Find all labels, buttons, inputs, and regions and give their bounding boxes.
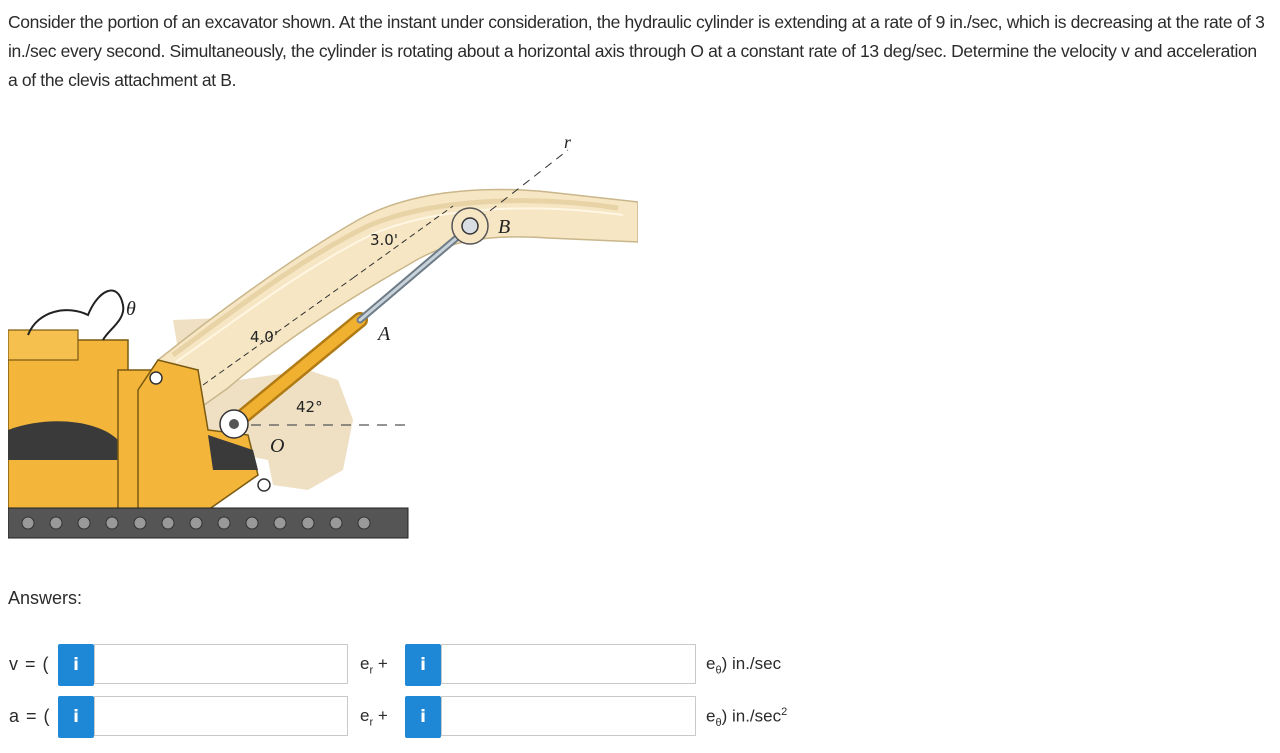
acceleration-er-info-button[interactable]: i [58, 696, 94, 738]
label-dim-lower: 4.0' [250, 328, 278, 346]
pin-lower-mount [258, 479, 270, 491]
acceleration-etheta-input[interactable] [441, 696, 696, 736]
label-O: O [270, 435, 285, 457]
label-theta: θ [126, 298, 136, 320]
label-dim-upper: 3.0' [370, 231, 398, 249]
velocity-etheta-info-button[interactable]: i [405, 644, 441, 686]
velocity-er-input[interactable] [94, 644, 348, 684]
clevis-B-pin [462, 218, 478, 234]
velocity-etheta-unit: $e_\theta$) in./sec [706, 654, 782, 677]
answers-heading: Answers: [8, 588, 83, 608]
acceleration-prefix: a = ( [9, 706, 51, 726]
label-angle: 42° [296, 398, 323, 416]
velocity-prefix: v = ( [9, 654, 50, 674]
excavator-figure [8, 130, 638, 545]
answer-row-velocity [0, 644, 1280, 688]
label-A: A [378, 323, 391, 345]
pivot-O-center [229, 419, 239, 429]
excavator-diagram [8, 130, 638, 545]
label-r: r [564, 132, 572, 152]
track [8, 508, 408, 538]
acceleration-er-input[interactable] [94, 696, 348, 736]
problem-statement: Consider the portion of an excavator shown. At the instant under consideration, the hydraulic cylinder is extending at a rate of 9 in./sec, which is decreasing at the rate of 3 in./sec every second. Simultaneously, the cylinder is rotating about a horizontal axis through O at a constant rate of 13 deg/sec. Determine the velocity v and acceleration a of the clevis attachment at B. [8, 12, 1265, 90]
velocity-er-unit: $e_r$ + [360, 654, 388, 677]
acceleration-etheta-unit: $e_\theta$) $in./\sec^2$ [706, 706, 788, 730]
velocity-etheta-input[interactable] [441, 644, 696, 684]
label-B: B [498, 216, 511, 238]
answer-row-acceleration [0, 696, 1280, 740]
velocity-er-info-button[interactable]: i [58, 644, 94, 686]
acceleration-etheta-info-button[interactable]: i [405, 696, 441, 738]
acceleration-er-unit: $e_r$ + [360, 706, 388, 729]
cab-roof [8, 330, 78, 360]
pin-upper-mount [150, 372, 162, 384]
